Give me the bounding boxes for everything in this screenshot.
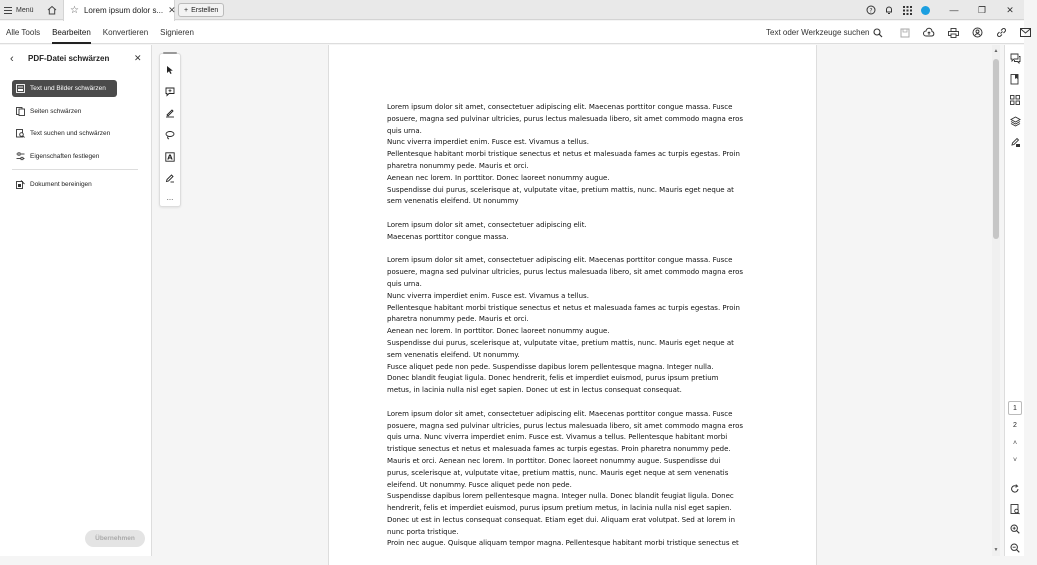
tab-title: Lorem ipsum dolor s... <box>83 6 164 15</box>
paragraph <box>387 220 762 244</box>
text-line: sem venenatis eleifend. Ut nonummy <box>387 197 519 206</box>
tool-redact-text-images[interactable] <box>12 80 117 97</box>
page-fit-icon[interactable] <box>1007 501 1023 517</box>
panel-title: PDF-Datei schwärzen <box>28 54 110 63</box>
text-line: Suspendisse dui purus, scelerisque at, vulputate vitae, pretium mattis, nunc. Mauris eget neque at <box>387 185 734 194</box>
text-line: Lorem ipsum dolor sit amet, consectetuer adipiscing elit. Maecenas porttitor congue massa. Fusce <box>387 103 733 111</box>
select-cursor-icon[interactable] <box>162 62 178 78</box>
svg-text:?: ? <box>869 7 873 15</box>
text-line: Aenean nec lorem. In porttitor. Donec laoreet nonummy augue. <box>387 173 610 182</box>
pages-icon <box>16 107 25 116</box>
text-line: Lorem ipsum dolor sit amet, consectetuer adipiscing elit. Maecenas porttitor congue massa. Fusce <box>387 409 733 418</box>
text-line: posuere, magna sed pulvinar ultricies, purus lectus malesuada libero, sit amet commodo magna eros <box>387 114 744 123</box>
main-toolbar <box>0 21 1024 44</box>
text-line: Lorem ipsum dolor sit amet, consectetuer adipiscing elit. Maecenas porttitor congue massa. Fusce <box>387 256 733 265</box>
restore-icon[interactable]: ❐ <box>977 4 987 15</box>
text-box-icon[interactable] <box>162 149 178 165</box>
redact-panel <box>0 45 152 556</box>
rotate-icon[interactable] <box>1007 481 1023 497</box>
link-icon[interactable] <box>989 21 1013 44</box>
scroll-thumb[interactable] <box>993 59 999 239</box>
draw-lasso-icon[interactable] <box>162 127 178 143</box>
text-line: Fusce aliquet pede non pede. Suspendisse dapibus lorem pellentesque magna. Integer nulla. <box>387 362 714 371</box>
text-line: Lorem ipsum dolor sit amet, consectetuer adipiscing elit. <box>387 220 587 229</box>
text-line: pharetra nonummy pede. Mauris et orci. <box>387 315 529 324</box>
text-line: hendrerit, felis et imperdiet euismod, purus ipsum pretium metus, in lacinia nulla nisl eget sapien. <box>387 504 732 513</box>
text-line: posuere, magna sed pulvinar ultricies, purus lectus malesuada libero, sit amet commodo magna eros <box>387 268 744 277</box>
redact-text-icon <box>16 84 25 93</box>
properties-icon <box>16 152 25 161</box>
bell-icon[interactable] <box>880 0 898 20</box>
text-line: posuere, magna sed pulvinar ultricies, purus lectus malesuada libero, sit amet commodo magna eros <box>387 421 744 430</box>
tab-konvertieren[interactable]: Konvertieren <box>102 28 149 37</box>
text-line: metus, in lacinia nulla nisl eget sapien. Donec ut est in lectus consequat consequat. <box>387 386 682 395</box>
avatar <box>921 6 930 15</box>
add-comment-icon[interactable] <box>162 84 178 100</box>
paragraph <box>387 255 762 397</box>
thumbnails-icon[interactable] <box>1007 92 1023 108</box>
document-viewport[interactable] <box>153 45 1004 556</box>
text-line: eleifend. Ut nonummy. Fusce aliquet pede non pede. <box>387 480 572 489</box>
search-label: Text oder Werkzeuge suchen <box>766 28 870 37</box>
comments-icon[interactable] <box>1007 50 1023 66</box>
previous-page-icon[interactable]: ˄ <box>1012 440 1018 447</box>
tool-label: Eigenschaften festlegen <box>30 153 100 160</box>
mail-icon[interactable] <box>1013 21 1037 44</box>
share-user-icon[interactable] <box>965 21 989 44</box>
create-button[interactable] <box>178 3 224 17</box>
text-line: Mauris et orci. Aenean nec lorem. In porttitor. Donec laoreet nonummy augue. Suspendisse dui <box>387 456 721 465</box>
menu-button[interactable] <box>4 3 34 17</box>
tab-bearbeiten[interactable]: Bearbeiten <box>52 21 91 44</box>
tool-sanitize-document[interactable] <box>12 176 117 193</box>
pdf-page[interactable] <box>328 45 817 565</box>
back-arrow-icon[interactable]: ‹ <box>10 53 14 65</box>
create-label: Erstellen <box>191 6 219 14</box>
tool-label: Dokument bereinigen <box>30 181 92 188</box>
text-line: Suspendisse dapibus lorem pellentesque magna. Integer nulla. Donec blandit feugiat ligula. Donec <box>387 492 734 501</box>
bookmark-icon[interactable] <box>1007 71 1023 87</box>
text-line: Pellentesque habitant morbi tristique senectus et netus et malesuada fames ac turpis egestas. Proin <box>387 150 740 159</box>
tool-label: Seiten schwärzen <box>30 108 82 115</box>
paragraph <box>387 102 762 208</box>
more-tools-icon[interactable]: ... <box>166 192 174 202</box>
text-line: Proin nec augue. Quisque aliquam tempor magna. Pellentesque habitant morbi tristique senectus et <box>387 539 739 548</box>
page-text <box>387 102 762 562</box>
page-number-current[interactable]: 1 <box>1008 401 1022 415</box>
star-icon[interactable]: ☆ <box>70 5 79 16</box>
text-line: pharetra nonummy pede. Mauris et orci. <box>387 161 529 170</box>
text-line: purus, scelerisque at, vulputate vitae, pretium mattis, nunc. Mauris eget neque at sem venenatis <box>387 468 729 477</box>
sanitize-icon <box>16 180 25 189</box>
find-text-icon <box>16 129 25 138</box>
panel-close-icon[interactable]: ✕ <box>134 53 142 63</box>
text-line: quis urna. <box>387 279 422 288</box>
panel-divider <box>12 169 138 170</box>
text-line: nunc porta tristique. <box>387 527 459 536</box>
cloud-upload-icon[interactable] <box>917 21 941 44</box>
tool-search[interactable] <box>766 21 883 44</box>
scroll-up-arrow-icon[interactable]: ▲ <box>993 48 999 54</box>
search-icon <box>873 28 883 38</box>
home-button[interactable] <box>44 2 60 18</box>
plus-icon: + <box>184 6 189 14</box>
page-number[interactable]: 2 <box>1013 421 1017 429</box>
zoom-in-icon[interactable] <box>1007 521 1023 537</box>
tool-find-redact[interactable] <box>12 125 117 142</box>
tool-set-properties[interactable] <box>12 148 117 165</box>
apply-button[interactable]: Übernehmen <box>85 530 145 547</box>
right-rail <box>1004 45 1024 556</box>
text-line: tristique senectus et netus et malesuada fames ac turpis egestas. Proin pharetra nonummy pede. <box>387 445 731 454</box>
account-button[interactable] <box>916 0 934 20</box>
vertical-scrollbar[interactable] <box>992 45 1000 556</box>
fill-sign-icon[interactable] <box>162 170 178 186</box>
menu-label: Menü <box>16 6 34 14</box>
home-icon <box>47 5 57 15</box>
tool-label: Text und Bilder schwärzen <box>30 85 106 92</box>
scroll-down-arrow-icon[interactable]: ▼ <box>993 547 999 553</box>
help-icon[interactable] <box>862 0 880 20</box>
document-tab[interactable] <box>63 0 175 21</box>
apps-grid-icon[interactable] <box>898 0 916 20</box>
text-line: Nunc viverra imperdiet enim. Fusce est. Vivamus a tellus. <box>387 138 589 147</box>
print-icon[interactable] <box>941 21 965 44</box>
text-line: quis urna. <box>387 126 422 135</box>
text-line: Donec ut est in lectus consequat consequat. Etiam eget dui. Aliquam erat volutpat. Sed at lorem in <box>387 515 736 524</box>
next-page-icon[interactable]: ˅ <box>1012 457 1018 464</box>
close-window-icon[interactable]: ✕ <box>1006 4 1014 15</box>
title-bar <box>0 0 1024 20</box>
text-line: quis urna. Nunc viverra imperdiet enim. Fusce est. Vivamus a tellus. Pellentesque habitant morbi <box>387 433 728 442</box>
close-tab-icon[interactable]: ✕ <box>168 5 176 15</box>
zoom-out-icon[interactable] <box>1007 540 1023 556</box>
layers-icon[interactable] <box>1007 113 1023 129</box>
text-line: Suspendisse dui purus, scelerisque at, vulputate vitae, pretium mattis, nunc. Mauris eget neque at <box>387 338 734 347</box>
text-line: Nunc viverra imperdiet enim. Fusce est. Vivamus a tellus. <box>387 291 589 300</box>
tab-signieren[interactable]: Signieren <box>160 28 194 37</box>
highlight-pen-icon[interactable] <box>162 105 178 121</box>
tool-label: Text suchen und schwärzen <box>30 130 111 137</box>
tools-palette <box>159 53 181 207</box>
tab-alle-tools[interactable]: Alle Tools <box>6 28 41 37</box>
save-icon[interactable] <box>893 21 917 44</box>
palette-grip[interactable] <box>163 52 177 54</box>
redact-tool-icon[interactable] <box>1007 134 1023 150</box>
minimize-icon[interactable]: — <box>949 5 959 15</box>
text-line: sem venenatis eleifend. Ut nonummy. <box>387 350 520 359</box>
text-line: Donec blandit feugiat ligula. Donec hendrerit, felis et imperdiet euismod, purus ipsum pretium <box>387 374 719 383</box>
text-line: Maecenas porttitor congue massa. <box>387 232 509 241</box>
hamburger-icon <box>4 7 12 14</box>
tool-redact-pages[interactable] <box>12 103 117 120</box>
svg-text:A: A <box>167 153 173 162</box>
text-line: Pellentesque habitant morbi tristique senectus et netus et malesuada fames ac turpis egestas. Proin <box>387 303 740 312</box>
paragraph <box>387 409 762 551</box>
text-line: Aenean nec lorem. In porttitor. Donec laoreet nonummy augue. <box>387 327 610 336</box>
